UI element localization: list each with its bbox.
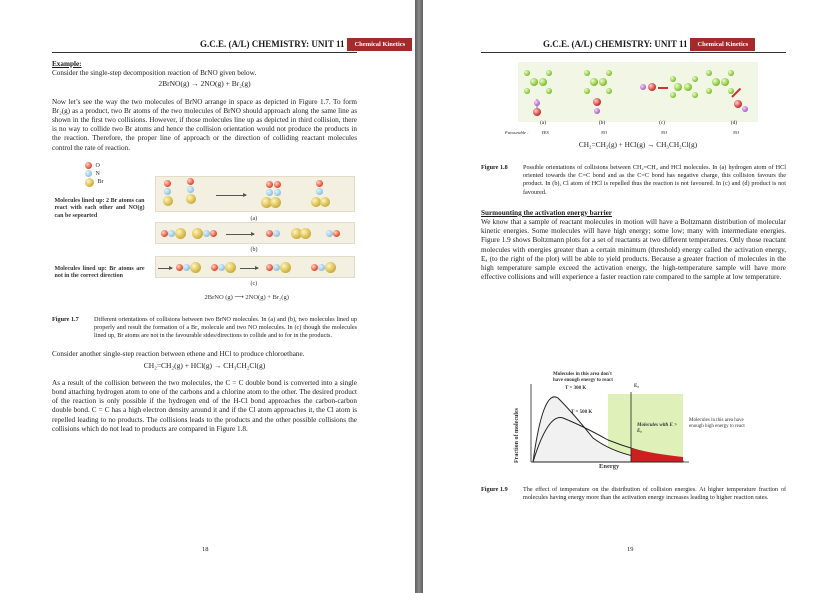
- right-page: [423, 0, 838, 593]
- right-body: [481, 160, 786, 291]
- page-number: 18: [202, 546, 209, 553]
- caption-text: Different orientations of collisions between two BrNO molecules. In (a) and (b), two molecules lined up properly and result the formation of a Br₂ molecule and two NO molecules. In (c) though the molecules lined up, Br atoms are not in the favourable sides/directions to collide and to for in the products.: [94, 315, 357, 340]
- figure-1-7-reaction: 2BrNO (g) ⟶ 2NO(g) + Br₂(g): [204, 293, 289, 301]
- caption-label: Figure 1.8: [481, 164, 508, 171]
- panel-a: [155, 176, 355, 212]
- panel-label-a: (a): [250, 215, 258, 222]
- orientation-c: [640, 76, 700, 106]
- figure-1-9-caption-wrap: [481, 482, 786, 502]
- label-ea: Eₐ: [634, 384, 639, 389]
- section-heading: Surmounting the activation energy barrier: [481, 208, 612, 217]
- note-enough-energy: Molecules in this area have enough high energy to react: [689, 418, 745, 429]
- example-heading: Example:: [52, 60, 82, 68]
- paragraph-3: As a result of the collision between the two molecules, the C = C double bond is converted into a single bond attaching hydrogen atom to one of the carbons and a chlorine atom to the other. The desired product of the reaction is only possible if the hydrogen end of the H-Cl bond approaches the carbon-carbon double bond. C = C has a high electron density around it and if the Cl atom approaches it, the Cl atom is repelled leading to no products. The collisions leads to the products and the other possible collisions the collisions which do not lead to products are compared in Figure 1.8.: [52, 378, 357, 433]
- favourable-d: NO: [732, 130, 740, 135]
- paragraph-2: Consider another single-step reaction between ethene and HCl to produce chloroethane.: [52, 350, 305, 359]
- caption-text: Possible orientations of collisions between CH₂=CH₂ and HCl molecules. In (a) hydrogen atom of HCl oriented towards the C=C bond and as the C=C bond has negative charge, this collision favours the product. In (b), Cl atom of HCl is repelled thus the reaction is not favoured. In (c) and (d) product is not favoured.: [523, 164, 786, 196]
- favourable-label: Favourable :: [505, 130, 529, 135]
- note-wrong-direction: Molecules lined up: Br atoms are not in the correct direction: [54, 265, 145, 280]
- figure-1-8-molecules: [518, 62, 758, 122]
- figure-1-9-caption: [481, 486, 786, 502]
- y-axis-label: Fraction of molecules: [514, 408, 520, 463]
- paragraph-boltzmann: We know that a sample of reactant molecules in motion will have a Boltzmann distribution of molecular kinetic energies. Some molecules will have high energy; some low; many with intermediate energies. Figure 1.9 shows Boltzmann plots for a set of reactants at two different temperatures. Only those reactant molecules with energies greater than a certain minimum (threshold) energy called the activation energy, Eₐ (to the right of the plot) will be able to yield products. Because a greater fraction of molecules in the high temperature sample exceed the activation energy, the high-temperature sample will have more effective collisions and will experience a faster reaction rate compared to the sample at low temperature.: [481, 218, 786, 282]
- header-rule: [481, 52, 786, 53]
- left-page: [0, 0, 415, 593]
- figure-1-7: [55, 162, 355, 312]
- panel-label-c: (c): [250, 280, 258, 287]
- figure-1-8-caption: [481, 164, 786, 197]
- note-lined-up: Molecules lined up: 2 Br atoms can react with each other and NO(g) can be sepearted: [54, 197, 145, 219]
- header-rule: [52, 52, 357, 53]
- label-300k: T = 300 K: [565, 386, 587, 391]
- label-500k: T = 500 K: [571, 410, 593, 415]
- page-header: [200, 38, 412, 51]
- orientation-label-b: (b): [598, 120, 606, 126]
- legend-bromine: Br: [97, 179, 104, 186]
- header-title: G.C.E. (A/L) CHEMISTRY: UNIT 11: [200, 39, 345, 49]
- atom-legend: [85, 162, 104, 187]
- caption-label: Figure 1.7: [52, 315, 79, 323]
- favourable-b: NO: [600, 130, 608, 135]
- example-intro: Consider the single-step decomposition reaction of BrNO given below.: [52, 69, 257, 78]
- x-axis-label: Energy: [599, 463, 620, 470]
- orientation-b: [582, 68, 632, 114]
- oxygen-legend-icon: [85, 162, 92, 169]
- paragraph-1: Now let’s see the way the two molecules of BrNO arrange in space as depicted in Figure 1.7. To form Br₂(g) as a product, two Br atoms of the two molecules of BrNO should approach along the same line as shown in the first two collisions. However, if those molecules line up as depicted in third collision, there is no way to collide two Br atoms and hence the collision orientation would not produce the products in the reaction. Therefore, the proper line of approach or the direction of colliding reactant molecules control the rate of reaction.: [52, 97, 357, 152]
- legend-oxygen: O: [95, 162, 100, 169]
- label-molecules-above-ea: Molecules with E > Eₐ: [637, 423, 677, 434]
- nitrogen-legend-icon: [85, 170, 92, 177]
- equation-2: CH₂=CH₂(g) + HCl(g) → CH₃CH₂Cl(g): [143, 360, 266, 370]
- equation-1: 2BrNO(g) → 2NO(g) + Br₂(g): [158, 79, 251, 89]
- panel-b: [155, 222, 355, 244]
- book-gutter: [415, 0, 423, 593]
- orientation-label-c: (c): [658, 120, 666, 126]
- orientation-d: [704, 68, 754, 114]
- panel-label-b: (b): [250, 246, 258, 253]
- caption-label: Figure 1.9: [481, 486, 508, 493]
- legend-nitrogen: N: [95, 170, 100, 177]
- page-header: [543, 38, 755, 51]
- note-not-enough-energy: Molecules in this area don't have enough energy to react: [553, 372, 613, 383]
- figure-1-7-caption: [52, 316, 357, 341]
- header-title: G.C.E. (A/L) CHEMISTRY: UNIT 11: [543, 39, 688, 49]
- panel-c: [155, 256, 355, 278]
- orientation-label-a: (a): [539, 120, 547, 126]
- header-badge: Chemical Kinetics: [690, 38, 755, 51]
- left-body: [52, 60, 357, 443]
- favourable-c: NO: [660, 130, 668, 135]
- figure-1-8-equation: CH₂=CH₂(g) + HCl(g) → CH₃CH₂Cl(g): [578, 140, 698, 149]
- orientation-a: [522, 68, 572, 114]
- header-badge: Chemical Kinetics: [347, 38, 412, 51]
- favourable-a: YES: [541, 130, 549, 135]
- orientation-label-d: (d): [730, 120, 738, 126]
- figure-1-9-chart: [513, 372, 753, 473]
- page-number: 19: [627, 546, 634, 553]
- bromine-legend-icon: [85, 178, 94, 187]
- caption-text: The effect of temperature on the distribution of collision energies. At higher temperature fraction of molecules having energy more than the activation energy increases leading to higher reaction rates.: [523, 486, 786, 502]
